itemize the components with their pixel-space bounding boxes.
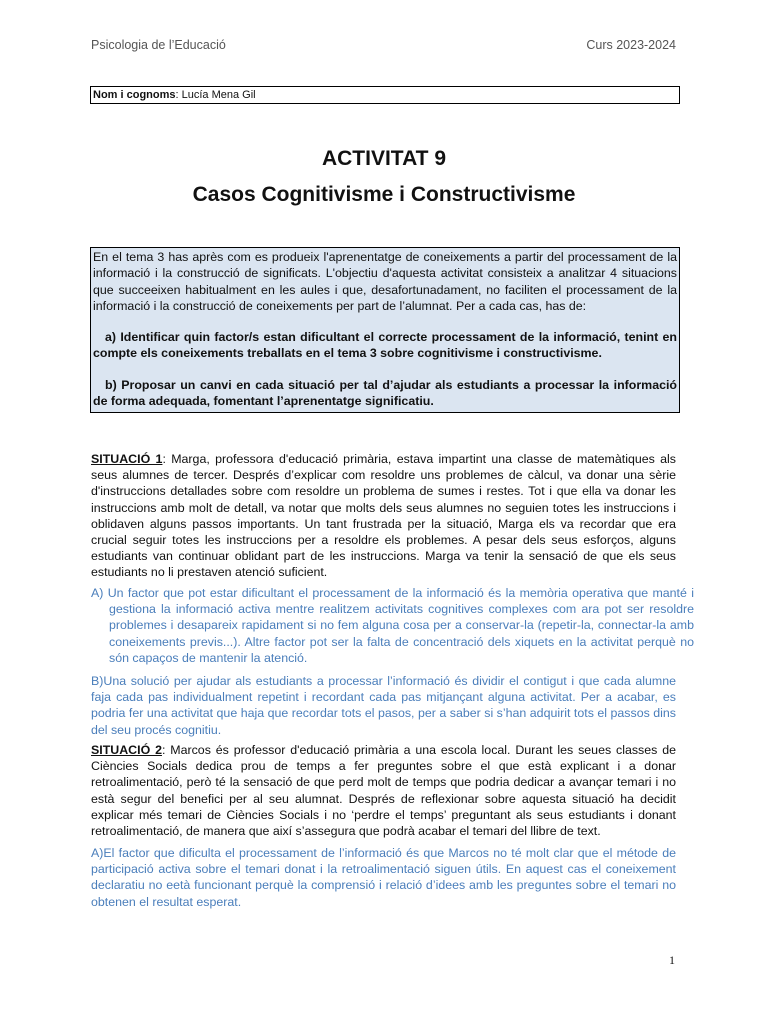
- situacio-2-text: [91, 742, 676, 839]
- instructions-intro: En el tema 3 has après com es produeix l'aprenentatge de coneixements a partir del processament de la informació i la construcció de significats. L'objectiu d'aquesta activitat consisteix a analitzar 4 situacions que succeeixen habitualment en les aules i que, desafortunadament, no faciliten el processament de la informació i la construcció de coneixements per part de l’alumnat. Per a cada cas, has de:: [93, 250, 677, 313]
- instruction-a: [93, 329, 677, 362]
- page-subtitle: Casos Cognitivisme i Constructivisme: [192, 183, 576, 206]
- situacio-2-body: : Marcos és professor d'educació primària a una escola local. Durant les seues classes de Ciències Socials dedica prou de temps a fer preguntes sobre el que està explicant i a donar retroalimentació, però té la sensació de que perd molt de temps que podria dedicar a avançar temari i no està segur del benefici per al seu alumnat. Després de reflexionar sobre aquesta situació ha decidit explicar més temari de Ciències Socials i no ‘perdre el temps’ preguntant als seus estudiants i donant retroalimentació, de manera que així s’assegura que podrà acabar el temari del llibre de text.: [91, 743, 676, 839]
- situacio-2-answer-a: A)El factor que dificulta el processament de l’informació és que Marcos no té molt clar que el métode de participació activa sobre el temari donat i la retroalimentació siguen útils. En aquest cas el coneixement declaratiu no eetà funcionant perquè la comprensió i relació d’idees amb les preguntes sobre el temari no obtenen el resultat esperat.: [91, 846, 676, 909]
- instruction-b-text: b) Proposar un canvi en cada situació per tal d’ajudar als estudiants a processar la informació de forma adequada, fomentant l’aprenentatge significatiu.: [93, 377, 677, 409]
- header-course-year: Curs 2023-2024: [586, 38, 676, 52]
- situacio-1-answer-b: B)Una solució per ajudar als estudiants a processar l’informació és dividir el contigut i que cada alumne faja cada pas individualment repetint i recordant cada pas mitjançant alguna activitat. Per a acabar, es podria fer una activitat que haja que recordar tots el pasos, per a saber si s’han adquirit tots el passos dins del seu procés cognitiu.: [91, 674, 676, 737]
- situacio-1-label: SITUACIÓ 1: [91, 452, 163, 466]
- page-title: ACTIVITAT 9: [321, 147, 447, 170]
- situacio-1-answer-a: A) Un factor que pot estar dificultant el processament de la informació és la memòria operativa que manté i gestiona la informació activa mentre realitzem activitats cognitives complexes com ara pot ser resoldre problemes i desapareix rapidament si no fem alguna cosa per a conservar-la (repetir-la, connectar-la amb coneixements previs...). Altre factor pot ser la falta de concentració dels xiquets en la activitat perquè no són capaços de mantenir la atenció.: [91, 586, 694, 665]
- instruction-a-text: a) Identificar quin factor/s estan dificultant el correcte processament de la informació, tenint en compte els coneixements treballats en el tema 3 sobre cognitivisme i constructivisme.: [93, 330, 677, 361]
- name-label: Nom i cognoms: [93, 89, 176, 101]
- instruction-b: [93, 377, 677, 410]
- header-course-name: Psicologia de l’Educació: [91, 38, 226, 52]
- student-name-box: [90, 86, 680, 104]
- student-name: : Lucía Mena Gil: [175, 89, 256, 101]
- situacio-2-label: SITUACIÓ 2: [91, 743, 162, 757]
- situacio-1-body: : Marga, professora d'educació primària, estava impartint una classe de matemàtiques als seus alumnes de tercer. Després d’explicar com resoldre uns problemes de càlcul, va donar una sèrie d'instruccions detallades sobre com resoldre un problema de sumes i restes. Tot i que ella va donar les instruccions amb molt de detall, va notar que molts dels seus alumnes no seguien totes les instruccions i oblidaven alguns passos importants. Un tant frustrada per la situació, Marga els va recordar que era crucial seguir totes les instruccions per a resoldre els problemes. A pesar dels seus esforços, alguns estudiants van continuar oblidant part de les instruccions. Marga va tenir la sensació de que els seus estudiants no li prestaven atenció suficient.: [91, 452, 676, 580]
- situacio-1-text: [91, 451, 676, 581]
- page-number: 1: [669, 953, 675, 967]
- instructions-box: [90, 247, 680, 413]
